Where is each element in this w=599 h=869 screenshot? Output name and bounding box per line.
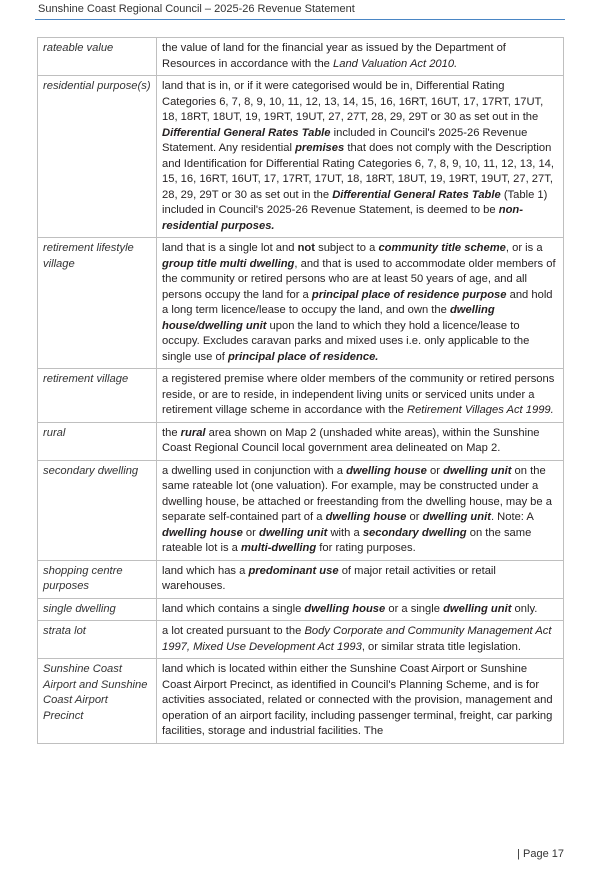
text-segment: a dwelling used in conjunction with a [162,464,347,477]
emphasis-text: Body Corporate and Community Management Act 1997, Mixed Use Development Act 1993 [162,625,552,653]
definition-text [157,369,564,423]
text-segment: of major retail activities or retail warehouses. [162,564,496,592]
definition-row [38,659,564,744]
text-segment: area shown on Map 2 (unshaded white areas), within the Sunshine Coast Regional Council local government area delineated on Map 2. [162,426,540,454]
emphasis-text: dwelling house [162,526,243,539]
emphasis-text: Land Valuation Act 2010. [333,57,458,70]
emphasis-text: dwelling unit [443,602,512,615]
definition-term: shopping centre purposes [38,560,157,598]
text-segment: , or similar strata title legislation. [361,640,522,653]
text-segment: land which has a [162,564,249,577]
emphasis-text: principal place of residence. [227,350,379,363]
definition-term: Sunshine Coast Airport and Sunshine Coast Airport Precinct [38,659,157,744]
emphasis-text: dwelling unit [258,526,328,539]
emphasis-text: secondary dwelling [362,526,467,539]
definition-row [38,460,564,560]
definition-term: retirement lifestyle village [38,238,157,369]
definition-text [157,621,564,659]
definition-text [157,560,564,598]
emphasis-text: group title multi dwelling [162,257,295,270]
emphasis-text: not [297,242,315,254]
emphasis-text: non-residential purposes. [162,204,523,232]
definition-row [38,598,564,621]
emphasis-text: predominant use [248,564,339,577]
definition-row [38,621,564,659]
emphasis-text: rural [180,426,206,439]
definition-term: rural [38,422,157,460]
definition-text [157,238,564,369]
definition-text [157,460,564,560]
definition-term: rateable value [38,38,157,76]
definition-term: strata lot [38,621,157,659]
emphasis-text: premises [295,142,345,154]
text-segment: subject to a [315,242,379,254]
emphasis-text: principal place of residence purpose [311,288,507,301]
text-segment: land that is a single lot and [162,242,298,254]
text-segment: a registered premise where older members of the community or retired persons reside, or are to reside, in independent living units or serviced units under a retirement village scheme in accordance with the [162,373,555,416]
definition-row [38,238,564,369]
definition-term: secondary dwelling [38,460,157,560]
definition-text [157,76,564,238]
emphasis-text: dwelling unit [443,464,512,477]
text-segment: or [426,464,444,477]
text-segment: , or is a [505,242,543,254]
text-segment: or [406,511,423,523]
definition-text [157,659,564,744]
definition-text [157,598,564,621]
text-segment: the [162,426,181,439]
definition-row [38,369,564,423]
text-segment: (Table 1) included in Council's 2025-26 Revenue Statement, is deemed to be [162,188,548,216]
emphasis-text: community title scheme [378,242,506,254]
definition-term: single dwelling [38,598,157,621]
text-segment: on the same rateable lot is a [162,526,532,554]
text-segment: . Note: A [490,511,534,523]
text-segment: upon the land to which they hold a licence/lease to occupy. Excludes caravan parks and mixed uses i.e. only applicable to the single use of [162,319,530,363]
emphasis-text: Differential General Rates Table [332,188,501,201]
definition-text [157,422,564,460]
emphasis-text: dwelling house [325,511,407,523]
text-segment: or a single [385,602,444,615]
text-segment: or [242,526,259,539]
running-header: Sunshine Coast Regional Council – 2025-26 Revenue Statement [38,3,355,15]
definition-term: residential purpose(s) [38,76,157,238]
definition-row [38,560,564,598]
emphasis-text: multi-dwelling [240,542,317,554]
emphasis-text: dwelling unit [422,511,491,523]
text-segment: land which is located within either the Sunshine Coast Airport or Sunshine Coast Airport Precinct, as identified in Council's Planning Scheme, and is for activities associated, related or connected with the provision, management and operation of an airport facility, including passenger terminal, freight, car parking facilities, storage and industrial facilities. The [162,663,553,737]
emphasis-text: dwelling house/dwelling unit [162,304,495,332]
text-segment: included in Council's 2025-26 Revenue Statement. Any residential [162,126,528,154]
emphasis-text: dwelling house [304,602,386,615]
definition-row [38,76,564,238]
page-number: | Page 17 [517,848,564,860]
emphasis-text: Differential General Rates Table [162,126,331,139]
emphasis-text: dwelling house [346,464,427,477]
text-segment: that does not comply with the Description and Identification for Differential Rating Categories 6, 7, 8, 9, 10, 11, 12, 13, 14, 15, 16, 16RT, 16UT, 17, 17RT, 17UT, 18, 18RT, 18UT, 19, 19RT, 19UT, 27, 27T, 28, 29, 29T or 30 as set out in the [162,142,555,201]
text-segment: , and that is used to accommodate older members of the community or retired persons who are at least 50 years of age, and all persons occupy the land for a [162,257,556,301]
emphasis-text: Retirement Villages Act 1999. [407,404,554,416]
definitions-table [37,37,564,744]
text-segment: land that is in, or if it were categorised would be in, Differential Rating Categories 6, 7, 8, 9, 10, 11, 12, 13, 14, 15, 16, 16RT, 16UT, 17, 17RT, 17UT, 18, 18RT, 18UT, 19, 19RT, 19UT, 27, 27T, 28, 29, 29T or 30 as set out in the [162,80,544,123]
definition-term: retirement village [38,369,157,423]
text-segment: only. [511,602,538,615]
header-rule [35,19,565,20]
text-segment: and hold a long term licence/lease to occupy the land, and own the [162,288,553,316]
text-segment: on the same rateable lot (one valuation). For example, may be constructed under a dwelling house, be attached or freestanding from the dwelling house, may be a separate self-contained part of a [162,464,552,523]
definition-row [38,38,564,76]
text-segment: with a [327,526,363,539]
definition-row [38,422,564,460]
text-segment: for rating purposes. [316,542,416,554]
text-segment: the value of land for the financial year as issued by the Department of Resources in accordance with the [162,42,506,70]
definition-text [157,38,564,76]
text-segment: land which contains a single [162,602,305,615]
text-segment: a lot created pursuant to the [162,625,305,637]
